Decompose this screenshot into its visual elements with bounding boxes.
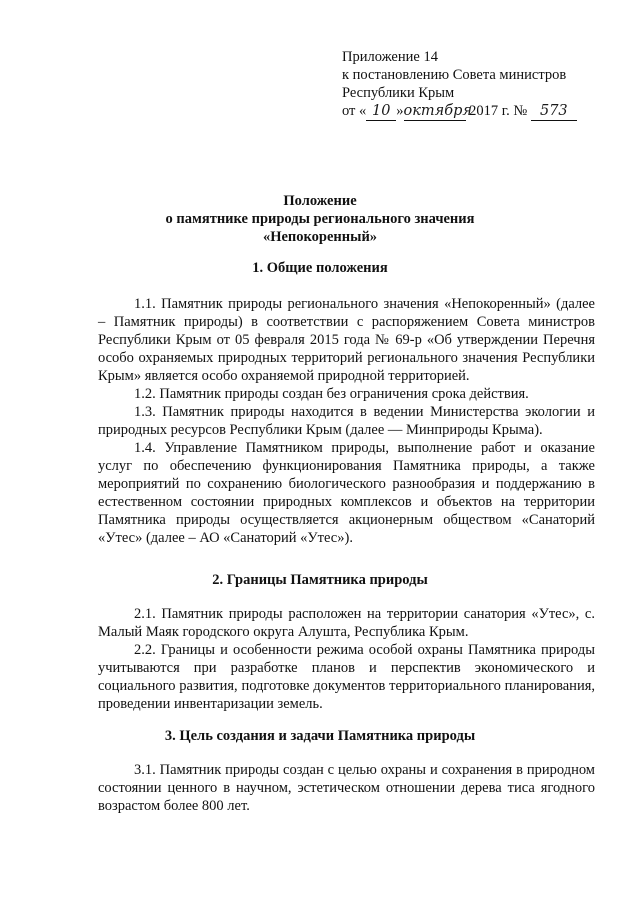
section-1-body xyxy=(98,295,595,547)
title-line-3: «Непокоренный» xyxy=(262,229,378,245)
paragraph-1-1: 1.1. Памятник природы регионального значения «Непокоренный» (далее – Памятник природы) в соответствии с распоряжением Совета министров Республики Крым от 05 февраля 2015 года № 69-р «Об утверждении Перечня особо охраняемых природных территорий регионального значения Республики Крым» является особо охраняемой природной территорией. xyxy=(98,296,595,384)
section-3-body xyxy=(98,761,595,815)
appendix-block xyxy=(342,48,577,121)
section-2-body xyxy=(98,605,595,713)
paragraph-1-4: 1.4. Управление Памятником природы, выполнение работ и оказание услуг по обеспечению функционирования Памятника природы, а также мероприятий по сохранению биологического разнообразия и поддержанию в естественном состоянии природных комплексов и объектов на территории Памятника природы осуществляется акционерным обществом «Санаторий «Утес» (далее – АО «Санаторий «Утес»). xyxy=(98,440,595,546)
handwritten-day: 10 xyxy=(366,102,396,121)
paragraph-2-1: 2.1. Памятник природы расположен на территории санатория «Утес», с. Малый Маяк городского округа Алушта, Республика Крым. xyxy=(98,606,595,640)
appendix-line-1: Приложение 14 xyxy=(342,49,438,65)
date-prefix: от « xyxy=(342,103,367,119)
appendix-line-2: к постановлению Совета министров xyxy=(342,67,567,83)
title-line-2: о памятнике природы регионального значения xyxy=(165,211,475,227)
paragraph-1-2: 1.2. Памятник природы создан без ограничения срока действия. xyxy=(134,386,529,402)
section-1-heading: 1. Общие положения xyxy=(252,260,388,276)
handwritten-number: 573 xyxy=(531,102,577,121)
paragraph-1-3: 1.3. Памятник природы находится в ведении Министерства экологии и природных ресурсов Республики Крым (далее — Минприроды Крыма). xyxy=(98,404,595,438)
date-year: 2017 г. № xyxy=(465,103,531,119)
handwritten-month: октября xyxy=(403,103,473,119)
paragraph-3-1: 3.1. Памятник природы создан с целью охраны и сохранения в природном состоянии ценного в научном, эстетическом отношении дерева тиса ягодного возрастом более 800 лет. xyxy=(98,762,595,814)
document-title xyxy=(0,192,640,246)
date-mid: » xyxy=(396,103,404,119)
section-2-heading: 2. Границы Памятника природы xyxy=(212,572,428,588)
paragraph-2-2: 2.2. Границы и особенности режима особой охраны Памятника природы учитываются при разработке планов и перспектив экономического и социального развития, подготовке документов территориального планирования, проведении инвентаризации земель. xyxy=(98,642,595,712)
appendix-date-line xyxy=(342,102,577,121)
title-line-1: Положение xyxy=(283,193,357,209)
appendix-line-3: Республики Крым xyxy=(342,85,455,101)
section-3-heading: 3. Цель создания и задачи Памятника природы xyxy=(164,728,476,744)
